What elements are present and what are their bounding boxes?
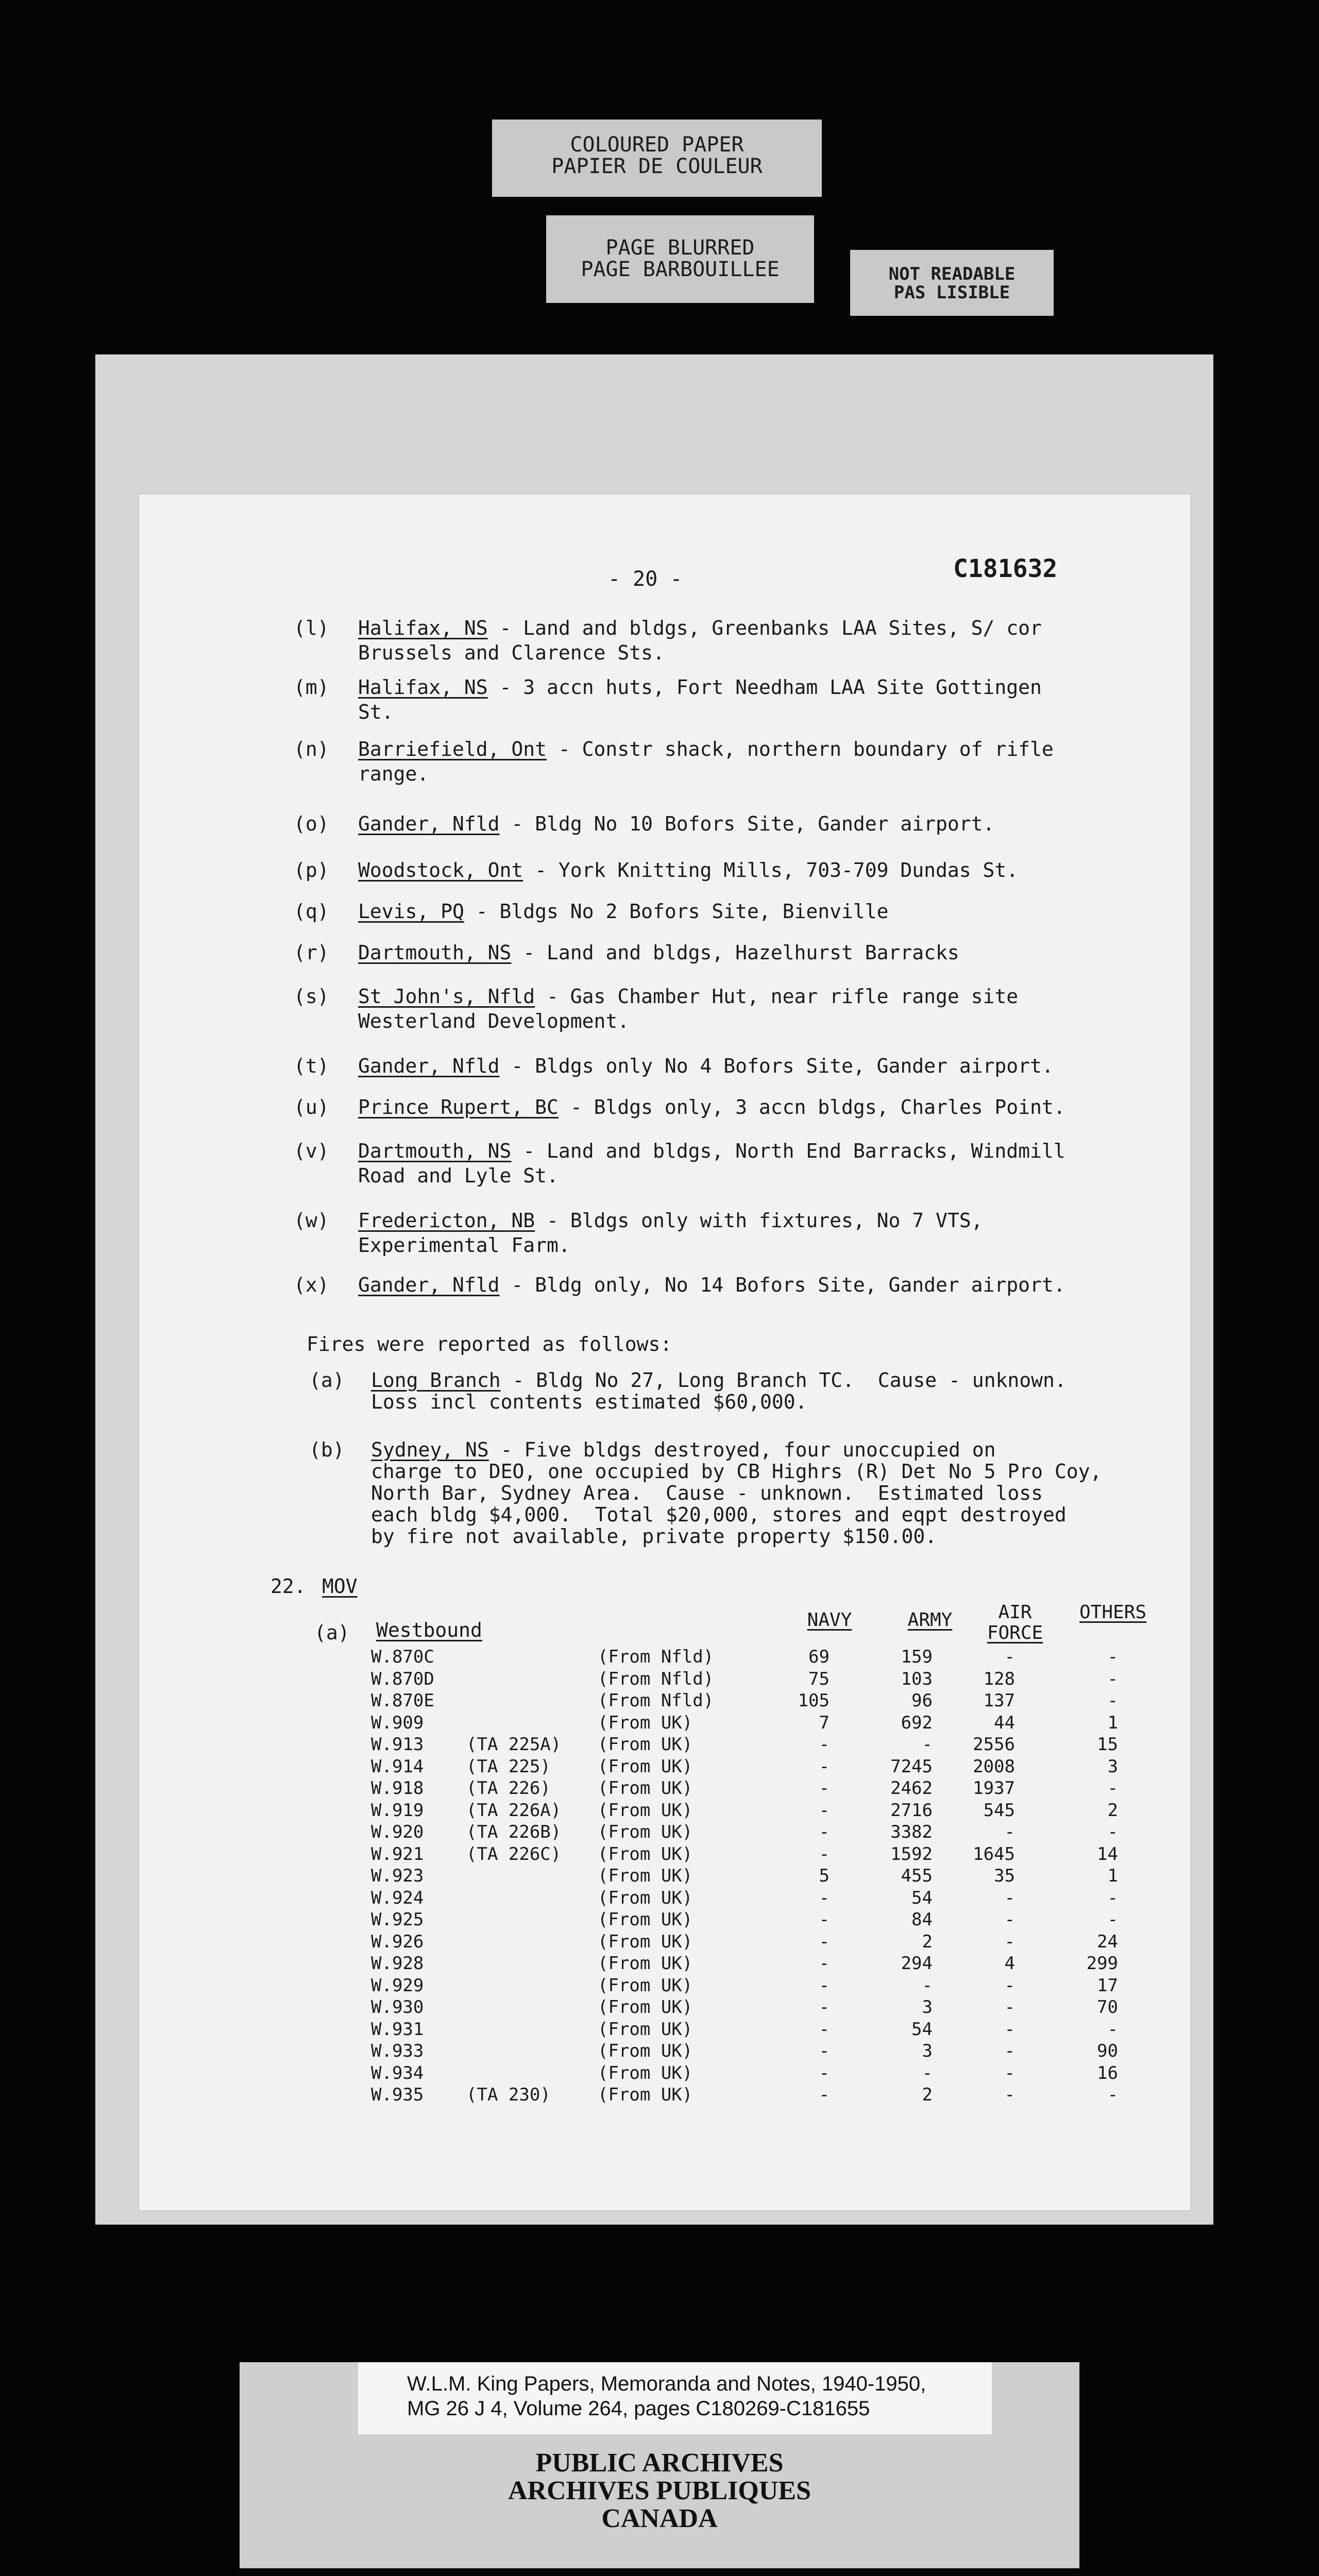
- item-first-line: [358, 811, 994, 836]
- army-count: 2: [922, 1931, 933, 1952]
- item-first-line: [358, 737, 1054, 761]
- table-row: [371, 1909, 1144, 1930]
- navy-count: -: [819, 1909, 830, 1930]
- stamp-line: COLOURED PAPER: [570, 133, 744, 157]
- origin: (From UK): [598, 1931, 693, 1952]
- origin: (From UK): [598, 2084, 693, 2105]
- item-description: - York Knitting Mills, 703-709 Dundas St.: [523, 859, 1019, 882]
- item-place: Barriefield, Ont: [358, 738, 547, 760]
- movement-code: W.931: [371, 2019, 424, 2040]
- army-count: 2716: [890, 1800, 933, 1821]
- origin: (From UK): [598, 1909, 693, 1930]
- item-first-line: [358, 1054, 1054, 1078]
- air-force-count: -: [1004, 1909, 1015, 1930]
- air-force-count: -: [1004, 1822, 1015, 1842]
- army-count: 159: [901, 1647, 933, 1667]
- fire-continuation: Loss incl contents estimated $60,000.: [371, 1391, 807, 1413]
- movement-code: W.930: [371, 1997, 424, 2018]
- item-first-line: [358, 899, 889, 924]
- others-count: 16: [1097, 2062, 1118, 2083]
- caption-box: [358, 2362, 992, 2434]
- movement-code: W.929: [371, 1975, 424, 1996]
- table-row: [371, 1668, 1144, 1690]
- item-label: (w): [294, 1209, 329, 1232]
- table-row: [371, 1975, 1144, 1996]
- item-place: Woodstock, Ont: [358, 859, 523, 882]
- army-count: 1592: [890, 1843, 933, 1865]
- section-number: 22.: [270, 1575, 306, 1598]
- others-count: -: [1107, 1909, 1118, 1930]
- origin: (From UK): [598, 1756, 693, 1777]
- caption-line-2: MG 26 J 4, Volume 264, pages C180269-C181655: [407, 2397, 870, 2420]
- movement-code: W.870D: [371, 1668, 434, 1689]
- others-count: 90: [1097, 2041, 1118, 2061]
- item-continuation: Experimental Farm.: [358, 1234, 570, 1257]
- table-row: [371, 1712, 1144, 1734]
- navy-count: -: [819, 1887, 830, 1908]
- others-count: 70: [1097, 1997, 1118, 2018]
- item-place: Dartmouth, NS: [358, 1140, 512, 1162]
- movement-code: W.918: [371, 1778, 424, 1799]
- item-first-line: [358, 1095, 1066, 1120]
- fire-description: - Five bldgs destroyed, four unoccupied on: [488, 1438, 996, 1461]
- page-number: - 20 -: [608, 567, 683, 591]
- fire-first-line: [371, 1368, 1067, 1393]
- item-place: Halifax, NS: [358, 676, 488, 699]
- movement-code: W.919: [371, 1800, 424, 1821]
- army-count: 7245: [890, 1756, 933, 1777]
- item-first-line: [358, 1139, 1066, 1163]
- origin: (From UK): [598, 1843, 693, 1865]
- table-row: [371, 1777, 1144, 1799]
- army-count: 103: [901, 1668, 933, 1689]
- item-continuation: Westerland Development.: [358, 1010, 630, 1032]
- movement-code: W.923: [371, 1866, 424, 1886]
- archives-line-1: PUBLIC ARCHIVES: [535, 2448, 784, 2478]
- item-label: (l): [294, 617, 329, 639]
- air-force-count: -: [1004, 2084, 1015, 2105]
- origin: (From UK): [598, 1997, 693, 2018]
- archive-caption: [240, 2362, 1079, 2568]
- origin: (From UK): [598, 1712, 693, 1733]
- item-place: Gander, Nfld: [358, 1274, 500, 1296]
- army-count: -: [922, 1975, 933, 1996]
- navy-count: -: [819, 2062, 830, 2083]
- item-description: - Bldg No 10 Bofors Site, Gander airport.: [499, 812, 995, 835]
- air-force-count: 137: [983, 1690, 1015, 1711]
- navy-count: 7: [819, 1712, 830, 1733]
- header-army: ARMY: [907, 1609, 953, 1631]
- others-count: 2: [1107, 1800, 1118, 1821]
- army-count: 54: [911, 2019, 933, 2040]
- page-blurred-stamp: [546, 215, 814, 303]
- others-count: 1: [1107, 1866, 1118, 1886]
- fire-label: (b): [309, 1438, 345, 1461]
- stamp-line: PAPIER DE COULEUR: [551, 155, 763, 178]
- table-row: [371, 2040, 1144, 2062]
- archives-line-2: ARCHIVES PUBLIQUES: [508, 2476, 811, 2505]
- movement-code: W.925: [371, 1909, 424, 1930]
- item-place: Levis, PQ: [358, 900, 464, 923]
- item-place: Gander, Nfld: [358, 812, 500, 835]
- fire-first-line: [371, 1437, 996, 1462]
- table-row: [371, 1887, 1144, 1909]
- item-place: Fredericton, NB: [358, 1209, 535, 1232]
- movement-code: W.914: [371, 1756, 424, 1777]
- navy-count: -: [819, 1778, 830, 1799]
- navy-count: 69: [808, 1647, 830, 1667]
- table-row: [371, 1953, 1144, 1974]
- movement-code: W.870E: [371, 1690, 434, 1711]
- item-label: (p): [294, 859, 329, 882]
- not-readable-stamp: [850, 250, 1054, 316]
- document-id: C181632: [953, 554, 1058, 583]
- item-label: (q): [294, 900, 329, 923]
- army-count: 3382: [890, 1822, 933, 1842]
- air-force-count: 44: [994, 1712, 1015, 1733]
- origin: (From UK): [598, 2041, 693, 2061]
- others-count: 3: [1107, 1756, 1118, 1777]
- item-label: (u): [294, 1096, 329, 1118]
- navy-count: 105: [798, 1690, 830, 1711]
- table-row: [371, 1821, 1144, 1843]
- others-count: -: [1107, 1887, 1118, 1908]
- fires-intro: Fires were reported as follows:: [307, 1333, 672, 1355]
- fire-continuation: by fire not available, private property $150.00.: [371, 1525, 937, 1548]
- item-label: (o): [294, 812, 329, 835]
- item-first-line: [358, 675, 1042, 700]
- origin: (From UK): [598, 1866, 693, 1886]
- item-description: - Bldgs only with fixtures, No 7 VTS,: [535, 1209, 983, 1232]
- fire-place: Sydney, NS: [371, 1438, 489, 1461]
- fire-description: - Bldg No 27, Long Branch TC. Cause - unknown.: [500, 1369, 1067, 1392]
- movement-code: W.920: [371, 1822, 424, 1842]
- item-description: - Land and bldgs, North End Barracks, Windmill: [511, 1140, 1066, 1162]
- air-force-count: 2008: [973, 1756, 1015, 1777]
- air-force-count: 1645: [973, 1843, 1015, 1865]
- item-description: - Bldgs only, 3 accn bldgs, Charles Point.: [558, 1096, 1066, 1118]
- navy-count: -: [819, 1931, 830, 1952]
- westbound-label: (a): [314, 1621, 350, 1644]
- others-count: -: [1107, 1690, 1118, 1711]
- stamp-line: PAS LISIBLE: [893, 282, 1010, 303]
- item-description: - Bldgs only No 4 Bofors Site, Gander airport.: [499, 1055, 1054, 1077]
- item-place: Gander, Nfld: [358, 1055, 500, 1077]
- fire-continuation: North Bar, Sydney Area. Cause - unknown. Estimated loss: [371, 1482, 1043, 1504]
- navy-count: -: [819, 1975, 830, 1996]
- section-title: MOV: [322, 1575, 358, 1598]
- movement-code: W.924: [371, 1887, 424, 1908]
- movement-code: W.934: [371, 2062, 424, 2083]
- item-label: (x): [294, 1274, 329, 1296]
- navy-count: -: [819, 2084, 830, 2105]
- navy-count: -: [819, 1734, 830, 1755]
- item-continuation: Road and Lyle St.: [358, 1164, 559, 1187]
- fire-label: (a): [309, 1369, 345, 1392]
- air-force-count: 545: [983, 1800, 1015, 1821]
- fire-place: Long Branch: [371, 1369, 501, 1392]
- table-row: [371, 1931, 1144, 1953]
- item-first-line: [358, 984, 1018, 1009]
- others-count: 17: [1097, 1975, 1118, 1996]
- caption-line-1: W.L.M. King Papers, Memoranda and Notes, 1940-1950,: [407, 2372, 926, 2395]
- others-count: -: [1107, 1647, 1118, 1667]
- movement-code: W.933: [371, 2041, 424, 2061]
- ta-number: (TA 226): [466, 1778, 551, 1799]
- air-force-count: -: [1004, 2062, 1015, 2083]
- table-row: [371, 2019, 1144, 2040]
- header-navy: NAVY: [807, 1609, 852, 1631]
- origin: (From Nfld): [598, 1668, 714, 1689]
- item-label: (s): [294, 985, 329, 1008]
- header-air: AIR: [998, 1602, 1032, 1623]
- origin: (From UK): [598, 1822, 693, 1842]
- army-count: 294: [901, 1953, 933, 1974]
- origin: (From Nfld): [598, 1690, 714, 1711]
- others-count: 15: [1097, 1734, 1118, 1755]
- item-continuation: range.: [358, 762, 429, 785]
- ta-number: (TA 225A): [466, 1734, 562, 1755]
- fire-continuation: charge to DEO, one occupied by CB Highrs (R) Det No 5 Pro Coy,: [371, 1460, 1102, 1483]
- table-row: [371, 1690, 1144, 1711]
- stamp-line: NOT READABLE: [888, 264, 1016, 284]
- table-row: [371, 1865, 1144, 1887]
- item-first-line: [358, 1208, 983, 1233]
- air-force-count: -: [1004, 2041, 1015, 2061]
- army-count: 2: [922, 2084, 933, 2105]
- air-force-count: -: [1004, 1931, 1015, 1952]
- movement-code: W.926: [371, 1931, 424, 1952]
- origin: (From UK): [598, 2019, 693, 2040]
- army-count: 84: [911, 1909, 933, 1930]
- army-count: 2462: [890, 1778, 933, 1799]
- army-count: 54: [911, 1887, 933, 1908]
- others-count: 14: [1097, 1843, 1118, 1865]
- movement-code: W.870C: [371, 1647, 434, 1667]
- item-place: St John's, Nfld: [358, 985, 535, 1008]
- item-label: (n): [294, 738, 329, 760]
- header-air-force: [969, 1602, 1061, 1643]
- header-others: OTHERS: [1079, 1602, 1147, 1623]
- origin: (From UK): [598, 1953, 693, 1974]
- navy-count: 5: [819, 1866, 830, 1886]
- air-force-count: -: [1004, 1997, 1015, 2018]
- origin: (From UK): [598, 1975, 693, 1996]
- table-row: [371, 1756, 1144, 1777]
- air-force-count: 128: [983, 1668, 1015, 1689]
- ta-number: (TA 226B): [466, 1822, 562, 1842]
- air-force-count: 2556: [973, 1734, 1015, 1755]
- navy-count: -: [819, 2019, 830, 2040]
- ta-number: (TA 230): [466, 2084, 551, 2105]
- item-first-line: [358, 940, 959, 965]
- air-force-count: -: [1004, 2019, 1015, 2040]
- item-description: - 3 accn huts, Fort Needham LAA Site Gottingen: [487, 676, 1042, 699]
- header-force: FORCE: [987, 1622, 1043, 1643]
- army-count: 3: [922, 1997, 933, 2018]
- origin: (From UK): [598, 1800, 693, 1821]
- ta-number: (TA 226A): [466, 1800, 562, 1821]
- table-row: [371, 1800, 1144, 1821]
- item-description: - Constr shack, northern boundary of rifle: [547, 738, 1054, 760]
- origin: (From UK): [598, 2062, 693, 2083]
- item-description: - Bldgs No 2 Bofors Site, Bienville: [464, 900, 889, 923]
- air-force-count: 4: [1004, 1953, 1015, 1974]
- origin: (From UK): [598, 1734, 693, 1755]
- others-count: 299: [1086, 1953, 1118, 1974]
- movement-code: W.928: [371, 1953, 424, 1974]
- item-label: (t): [294, 1055, 329, 1077]
- item-description: - Land and bldgs, Greenbanks LAA Sites, S/ cor: [487, 617, 1042, 639]
- others-count: -: [1107, 1778, 1118, 1799]
- table-row: [371, 1646, 1144, 1668]
- item-label: (m): [294, 676, 329, 699]
- air-force-count: -: [1004, 1647, 1015, 1667]
- navy-count: -: [819, 1800, 830, 1821]
- item-description: - Gas Chamber Hut, near rifle range site: [535, 985, 1019, 1008]
- navy-count: -: [819, 2041, 830, 2061]
- army-count: 692: [901, 1712, 933, 1733]
- army-count: -: [922, 1734, 933, 1755]
- origin: (From UK): [598, 1887, 693, 1908]
- westbound-title: Westbound: [376, 1619, 482, 1641]
- item-place: Halifax, NS: [358, 617, 488, 639]
- table-row: [371, 2062, 1144, 2084]
- item-label: (v): [294, 1140, 329, 1162]
- army-count: 96: [911, 1690, 933, 1711]
- air-force-count: 1937: [973, 1778, 1015, 1799]
- origin: (From UK): [598, 1778, 693, 1799]
- item-continuation: Brussels and Clarence Sts.: [358, 641, 665, 664]
- army-count: 3: [922, 2041, 933, 2061]
- item-place: Prince Rupert, BC: [358, 1096, 559, 1118]
- movement-code: W.909: [371, 1712, 424, 1733]
- item-first-line: [358, 616, 1042, 640]
- table-row: [371, 1734, 1144, 1755]
- army-count: 455: [901, 1866, 933, 1886]
- others-count: -: [1107, 1668, 1118, 1689]
- navy-count: -: [819, 1953, 830, 1974]
- navy-count: -: [819, 1756, 830, 1777]
- air-force-count: -: [1004, 1887, 1015, 1908]
- ta-number: (TA 225): [466, 1756, 551, 1777]
- item-continuation: St.: [358, 701, 394, 723]
- item-place: Dartmouth, NS: [358, 941, 512, 964]
- origin: (From Nfld): [598, 1647, 714, 1667]
- others-count: -: [1107, 1822, 1118, 1842]
- others-count: -: [1107, 2019, 1118, 2040]
- ta-number: (TA 226C): [466, 1843, 562, 1865]
- air-force-count: -: [1004, 1975, 1015, 1996]
- navy-count: -: [819, 1997, 830, 2018]
- item-first-line: [358, 858, 1018, 883]
- table-row: [371, 1843, 1144, 1865]
- navy-count: 75: [808, 1668, 830, 1689]
- table-row: [371, 2084, 1144, 2106]
- others-count: 1: [1107, 1712, 1118, 1733]
- others-count: 24: [1097, 1931, 1118, 1952]
- movement-code: W.935: [371, 2084, 424, 2105]
- item-label: (r): [294, 941, 329, 964]
- movement-code: W.921: [371, 1843, 424, 1865]
- fire-continuation: each bldg $4,000. Total $20,000, stores and eqpt destroyed: [371, 1503, 1067, 1526]
- item-description: - Land and bldgs, Hazelhurst Barracks: [511, 941, 959, 964]
- stamp-line: PAGE BLURRED: [605, 236, 755, 260]
- others-count: -: [1107, 2084, 1118, 2105]
- navy-count: -: [819, 1822, 830, 1842]
- item-first-line: [358, 1273, 1066, 1297]
- navy-count: -: [819, 1843, 830, 1865]
- coloured-paper-stamp: [492, 120, 822, 197]
- air-force-count: 35: [994, 1866, 1015, 1886]
- table-row: [371, 1996, 1144, 2018]
- archives-line-3: CANADA: [601, 2504, 718, 2533]
- army-count: -: [922, 2062, 933, 2083]
- stamp-line: PAGE BARBOUILLEE: [581, 258, 780, 281]
- item-description: - Bldg only, No 14 Bofors Site, Gander airport.: [499, 1274, 1066, 1296]
- movement-code: W.913: [371, 1734, 424, 1755]
